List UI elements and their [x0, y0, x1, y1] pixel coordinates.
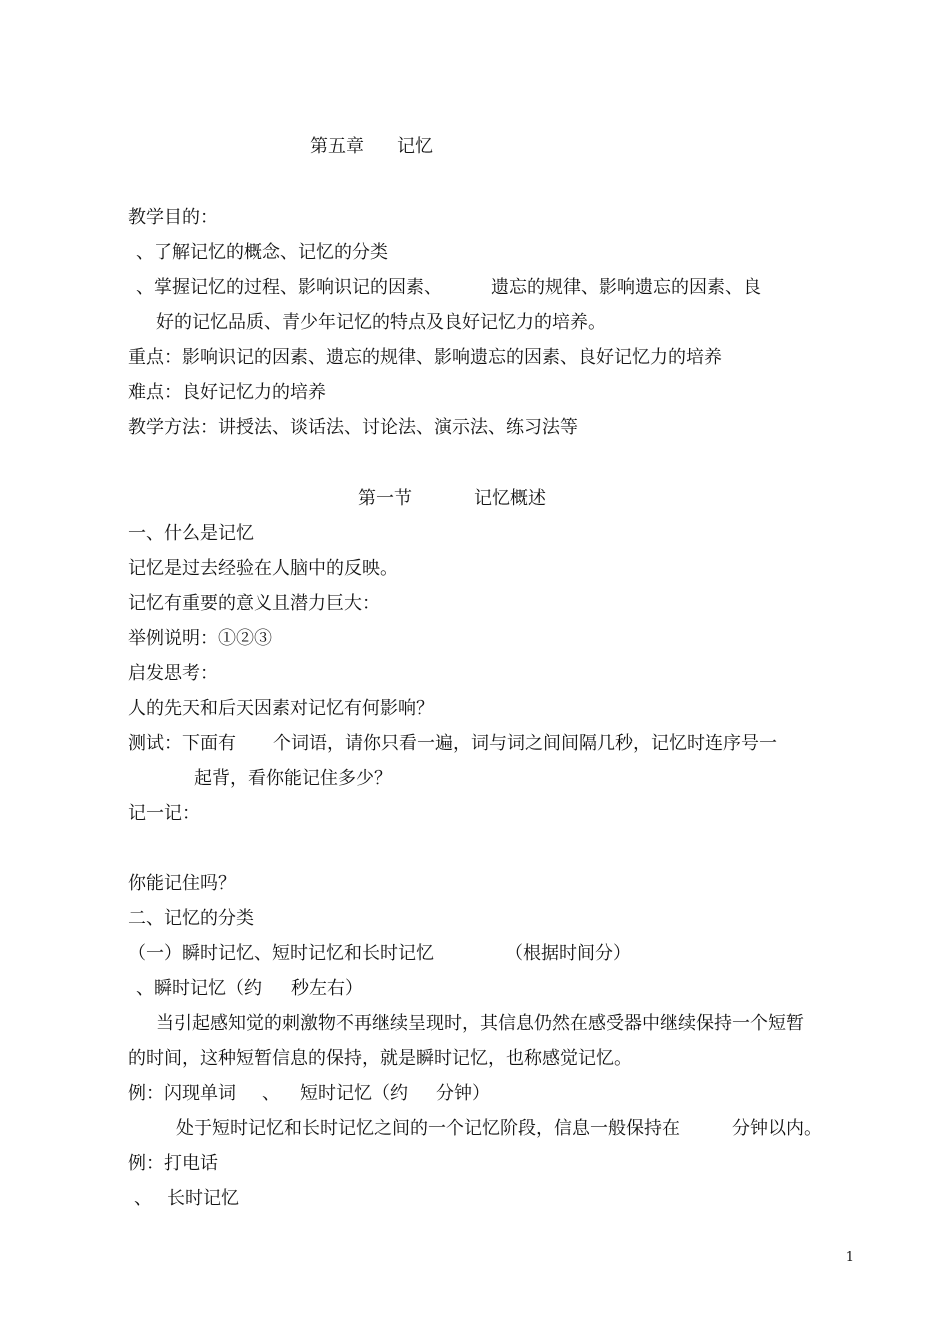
example-2: 例：打电话 [128, 1153, 218, 1174]
short-term-heading-part1: 短时记忆（约 [300, 1083, 408, 1104]
key-points: 重点：影响识记的因素、遗忘的规律、影响遗忘的因素、良好记忆力的培养 [128, 347, 722, 368]
difficulties: 难点：良好记忆力的培养 [128, 382, 326, 403]
paragraph: 记忆有重要的意义且潜力巨大： [128, 593, 380, 614]
heading-what-is-memory: 一、什么是记忆 [128, 523, 254, 544]
sensory-memory-definition-2: 的时间，这种短暂信息的保持，就是瞬时记忆，也称感觉记忆。 [128, 1048, 632, 1069]
sensory-memory-definition-1: 当引起感知觉的刺激物不再继续呈现时，其信息仍然在感受器中继续保持一个短暂 [156, 1013, 804, 1034]
section-title: 记忆概述 [474, 488, 546, 509]
paragraph: 你能记住吗？ [128, 873, 236, 894]
test-instruction-part1: 测试：下面有 [128, 733, 236, 754]
heading-memory-classification: 二、记忆的分类 [128, 908, 254, 929]
short-term-definition-part2: 分钟以内。 [732, 1118, 822, 1139]
objective-item-2-part2: 遗忘的规律、影响遗忘的因素、良 [491, 277, 761, 298]
chapter-title: 记忆 [397, 136, 433, 157]
paragraph: 人的先天和后天因素对记忆有何影响？ [128, 698, 434, 719]
paragraph: 举例说明：①②③ [128, 628, 272, 649]
short-term-definition-part1: 处于短时记忆和长时记忆之间的一个记忆阶段，信息一般保持在 [176, 1118, 680, 1139]
paragraph: 记忆是过去经验在人脑中的反映。 [128, 558, 398, 579]
subheading-part1: （一）瞬时记忆、短时记忆和长时记忆 [128, 943, 434, 964]
example-1-part2: 、 [262, 1083, 280, 1104]
sensory-memory-heading-part2: 秒左右） [291, 978, 363, 999]
sensory-memory-heading-part1: 、瞬时记忆（约 [136, 978, 262, 999]
page-number: 1 [845, 1250, 854, 1265]
chapter-label: 第五章 [310, 136, 364, 157]
objective-item-2-part3: 好的记忆品质、青少年记忆的特点及良好记忆力的培养。 [156, 312, 606, 333]
objectives-heading: 教学目的： [128, 207, 218, 228]
teaching-methods: 教学方法：讲授法、谈话法、讨论法、演示法、练习法等 [128, 417, 578, 438]
subheading-part2: （根据时间分） [505, 943, 631, 964]
short-term-heading-part2: 分钟） [436, 1083, 490, 1104]
example-1-part1: 例：闪现单词 [128, 1083, 236, 1104]
long-term-heading-part1: 、 [134, 1188, 152, 1209]
test-instruction-part3: 起背，看你能记住多少？ [194, 768, 392, 789]
paragraph: 启发思考： [128, 663, 218, 684]
paragraph: 记一记： [128, 803, 200, 824]
long-term-heading-part2: 长时记忆 [167, 1188, 239, 1209]
objective-item-1: 、了解记忆的概念、记忆的分类 [136, 242, 388, 263]
objective-item-2-part1: 、掌握记忆的过程、影响识记的因素、 [136, 277, 442, 298]
test-instruction-part2: 个词语，请你只看一遍，词与词之间间隔几秒，记忆时连序号一 [273, 733, 777, 754]
section-label: 第一节 [358, 488, 412, 509]
